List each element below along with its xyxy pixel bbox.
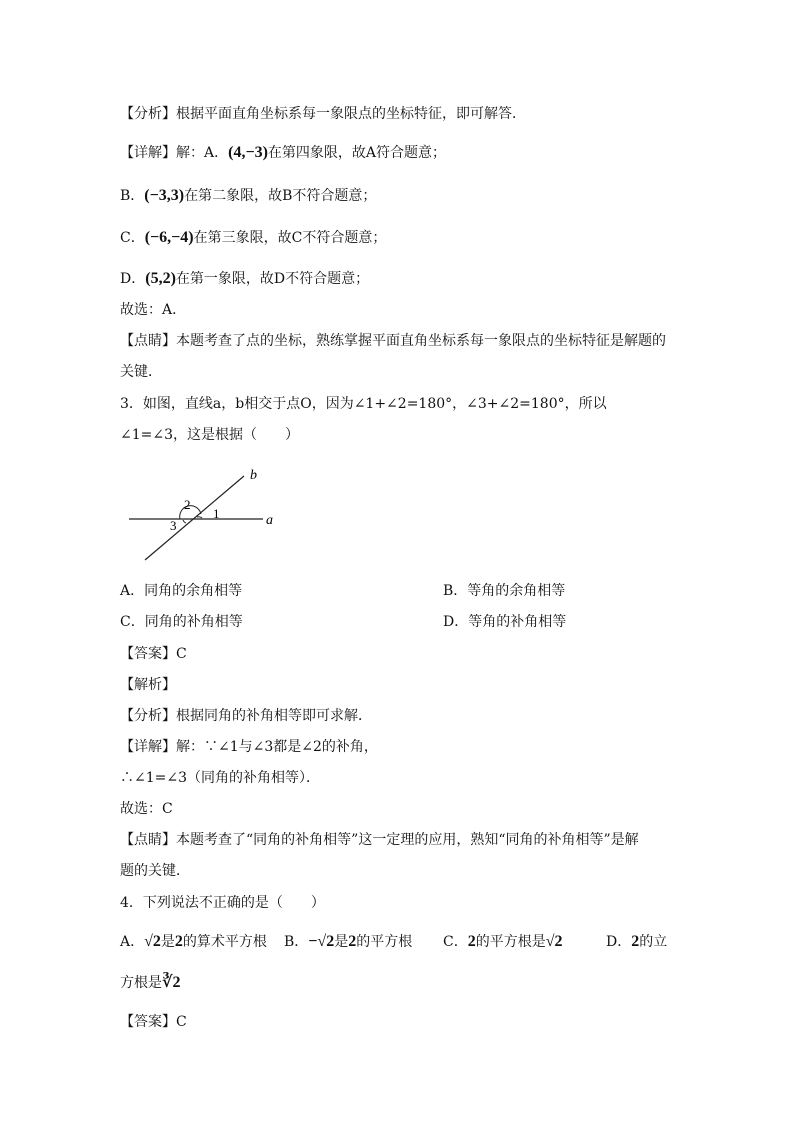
point-a: (4,−3) (228, 144, 268, 161)
q4-a-text: 的算术平方根 (182, 934, 267, 950)
q4-a-prefix: A． (120, 934, 145, 950)
analysis-line: 【分析】根据平面直角坐标系每一象限点的坐标特征，即可解答． (120, 106, 526, 122)
answer-3: 【答案】C (120, 646, 187, 662)
q4-c-root: √2 (545, 933, 563, 950)
q4-d-two: 2 (631, 933, 640, 950)
q4-d-text-2: 方根是 (120, 975, 162, 991)
q4-a-is: 是 (160, 934, 175, 950)
detail-text-c: 在第三象限，故C不符合题意； (193, 230, 387, 246)
q4-b-root: −√2 (308, 933, 335, 950)
option-d-prefix: D． (120, 271, 146, 287)
question-3-line-1: 3．如图，直线a，b相交于点O，因为∠1+∠2=180°，∠3+∠2=180°，所以 (120, 396, 607, 412)
comment-3-line-2: 题的关键． (120, 863, 190, 879)
point-d: (5,2) (145, 270, 176, 287)
detail-text-d: 在第一象限，故D不符合题意； (175, 271, 370, 287)
comment-3-line-1: 【点睛】本题考查了“同角的补角相等”这一定理的应用，熟知“同角的补角相等”是解 (120, 832, 639, 848)
detail-text-b: 在第二象限，故B不符合题意； (184, 188, 377, 204)
q4-a-root: √2 (144, 933, 161, 950)
q4-c-prefix: C． (443, 934, 468, 950)
answer-4: 【答案】C (120, 1014, 187, 1030)
q4-a-two: 2 (174, 933, 183, 950)
detail-3: 【详解】解：∵∠1与∠3都是∠2的补角， (120, 739, 378, 755)
question-4: 4．下列说法不正确的是（ ） (120, 895, 325, 911)
choice-c: 故选：C (120, 801, 173, 817)
angle-label-2: 2 (184, 497, 191, 512)
q4-b-two: 2 (348, 933, 357, 950)
therefore-3: ∴∠1=∠3（同角的补角相等）． (120, 770, 321, 786)
detail-text-a: 在第四象限，故A符合题意； (267, 145, 447, 161)
angle-3-arc (183, 520, 186, 523)
q4-d-cuberoot: ∛2 (162, 974, 181, 991)
option-b-prefix: B． (120, 188, 145, 204)
label-b: b (250, 468, 257, 483)
option-d: D．等角的补角相等 (443, 614, 567, 630)
q4-c-two: 2 (467, 933, 476, 950)
angle-label-1: 1 (213, 506, 220, 521)
option-c-prefix: C． (120, 230, 145, 246)
q4-option-d-cont (120, 973, 181, 993)
q4-b-text: 的平方根 (356, 934, 413, 950)
line-b (145, 476, 244, 560)
q4-b-is: 是 (334, 934, 349, 950)
option-c: C．同角的补角相等 (120, 614, 243, 630)
q4-b-prefix: B． (284, 934, 309, 950)
q4-option-a (120, 932, 267, 952)
detail-prefix: 【详解】解：A． (120, 145, 229, 161)
point-c: (−6,−4) (144, 229, 194, 246)
q4-option-c (443, 932, 563, 952)
solution-heading: 【解析】 (120, 677, 176, 693)
comment-line-2: 关键． (120, 364, 162, 380)
q4-c-text: 的平方根是 (475, 934, 546, 950)
q4-option-d (606, 932, 667, 952)
q4-d-prefix: D． (606, 934, 632, 950)
question-3-line-2: ∠1=∠3，这是根据（ ） (120, 427, 300, 443)
q4-option-b (284, 932, 412, 952)
detail-line-b (120, 186, 376, 206)
option-b: B．等角的余角相等 (443, 583, 566, 599)
option-a: A．同角的余角相等 (120, 583, 243, 599)
angle-figure (120, 462, 290, 568)
angle-1-arc (197, 517, 202, 518)
analysis-3: 【分析】根据同角的补角相等即可求解． (120, 708, 372, 724)
angle-label-3: 3 (170, 518, 177, 533)
detail-line-d (120, 269, 369, 289)
point-b: (−3,3) (144, 187, 185, 204)
comment-line-1: 【点睛】本题考查了点的坐标，熟练掌握平面直角坐标系每一象限点的坐标特征是解题的 (120, 333, 666, 349)
label-a: a (266, 513, 273, 528)
detail-line-c (120, 228, 386, 248)
choice-a: 故选：A． (120, 302, 187, 318)
q4-d-text: 的立 (639, 934, 668, 950)
detail-line-a (120, 143, 446, 163)
